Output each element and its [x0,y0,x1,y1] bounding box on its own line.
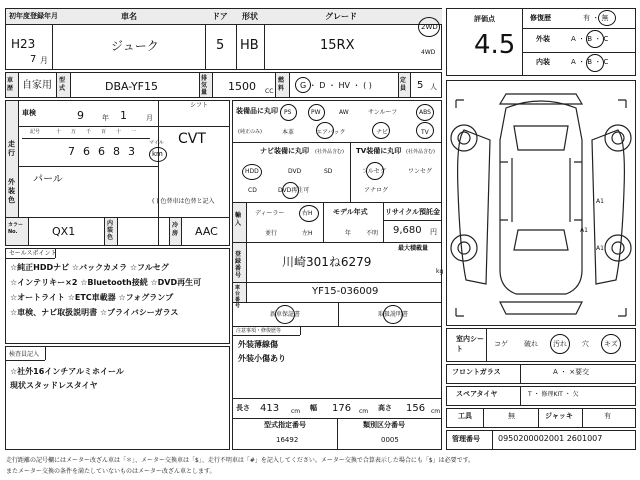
repair-none-circle [598,10,616,26]
length-label: 長さ [236,404,250,412]
digit-header: 十 [56,129,62,135]
selling-line-3: ☆オートライト ☆ETC車載器 ☆フォグランプ [10,293,174,302]
tv-analog: アナログ [364,187,389,194]
usage-label: 車歴 [7,77,14,92]
tv-oneseg: ワンセグ [408,168,433,175]
registration-number: 川崎301ね6279 [282,255,372,269]
exterior-color-label: 外装色 [8,178,15,204]
height: 156 [406,403,426,414]
travel-label: 走行 [8,140,15,157]
capacity-label: 定員 [400,77,407,92]
model-year-year: 年 [345,230,352,237]
chassis-label: 車台番号 [235,285,241,309]
month-unit: 月 [40,56,48,65]
color-note: ( ) 色替車は色替と記入 [152,198,215,205]
inspection-year: 9 [77,109,84,122]
odometer-digit: 3 [128,145,135,158]
month-unit-2: 月 [146,114,153,122]
shape: HB [240,38,259,53]
digit-header: 万 [71,129,77,135]
model-year-unknown: 不明 [366,230,379,237]
vehicle-type: DBA-YF15 [105,80,159,93]
equip-abs: ABS [419,109,431,116]
inspector-notes-label: 検査員記入 [9,351,40,358]
odometer-digit: 8 [113,145,120,158]
record-label: 記号 [30,129,41,135]
width-unit: cm [359,408,369,415]
selling-points-label: セールスポイント [9,250,57,257]
score-label: 評価点 [474,15,495,23]
digit-header: 百 [101,129,107,135]
equipment-label: 装備品に丸印 [236,107,278,115]
registration-label: 登録番号 [235,251,242,279]
shift: CVT [178,131,206,147]
drive-4wd: 4WD [421,49,436,56]
interior-seat-label: 室内シート [456,335,484,353]
damage-mark-3: A1 [596,245,604,252]
spare-tire-label: スペアタイヤ [456,390,498,398]
odometer-digit: 6 [83,145,90,158]
door: 5 [216,38,225,53]
displacement: 1500 [228,80,256,93]
exterior-grades: A ・ B ・ C [571,35,609,43]
equip-sunroof: サンルーフ [368,109,398,116]
height-label: 高さ [378,404,392,412]
import-left: 左H [302,230,313,237]
unit-km: km [152,150,163,158]
seat-tear: 破れ [524,340,538,348]
footer-line-2: またメーター交換の条件を満たしていないものはメーター改ざん車とします。 [6,468,216,475]
recycle: 9,680 [393,225,422,236]
front-glass-label: フロントガラス [452,368,501,376]
note-line-1: 外装薄線傷 [238,340,278,349]
digit-header: 千 [86,129,92,135]
exterior-color: パール [33,174,63,185]
max-load-unit: kg [436,268,444,275]
reg-year: H23 [11,37,36,51]
tools-label: 工具 [458,412,472,420]
exterior-score-label: 外装 [536,35,550,43]
equip-pw: PW [311,109,321,116]
tools-value: 無 [508,412,515,420]
footer-line-1: 走行距離の記号欄にはメーター改ざん車は「＊」、メーター交換車は「$」、走行不明車は「#」を記入してください。メーター交換で合算表示した場合にも「$」は必要です。 [6,457,475,464]
width: 176 [332,403,352,414]
seat-burn: コゲ [494,340,508,348]
fuel-label: 燃料 [278,77,285,92]
chassis: YF15-036009 [312,286,379,297]
repair-label: 修復歴 [530,14,551,22]
navi-hdd: HDD [245,168,259,175]
inspection-label: 車検 [22,109,36,117]
front-glass-options: A ・ ×要交 [553,368,590,376]
model-no-label: 型式指定番号 [264,421,306,429]
model-label: 車名 [121,12,137,21]
navi-cd: CD [248,187,257,194]
type-label: 型式 [59,77,66,92]
year-unit: 年 [102,114,109,122]
equip-tv: TV [421,129,429,136]
shape-label: 形状 [242,12,258,21]
displacement-unit: CC [265,88,274,95]
seat-scratch: キズ [604,340,618,348]
ac: AAC [195,225,218,238]
navi-sd: SD [324,168,333,175]
class-no-label: 類別区分番号 [363,421,405,429]
equip-airbag: エアバック [316,129,346,136]
import-dealer: ディーラー [255,210,285,217]
note-line-2: 外装小傷あり [238,354,286,363]
import-right: 右H [302,210,313,217]
recycle-unit: 円 [430,228,437,236]
usage: 自家用 [22,80,52,91]
fuel-options: G ・ D ・ HV ・ ( ) [300,81,372,90]
equipment-sub: (純正のみ) [238,129,262,135]
inspector-line-1: ☆社外16インチアルミホイール [10,367,124,376]
navi-dvd-play: DVD再生可 [278,187,310,194]
management-value: 0950200002001 2601007 [498,434,603,443]
warranty: 新車保証書 [270,311,301,318]
damage-mark-2: A1 [580,227,588,234]
digit-header: 一 [131,129,137,135]
notes-label: 注意事項・修復歴等 [236,328,282,334]
capacity: 5 [417,80,424,91]
equip-aw: AW [339,109,349,116]
grade-label: グレード [325,12,357,21]
length: 413 [260,403,280,414]
seat-hole: 穴 [582,340,589,348]
car-diagram-icon [446,80,636,326]
max-load-label: 最大積載量 [398,245,429,252]
interior-b-circle [586,54,604,72]
color-no: QX1 [52,225,76,238]
import-label: 輸入 [235,212,242,227]
repair-options: 有 ・ 無 [583,14,609,22]
length-unit: cm [291,408,301,415]
inspection-month: 1 [120,109,127,122]
interior-grades: A ・ B ・ C [571,58,609,66]
interior-color-label: 内装色 [107,220,114,241]
class-no: 0005 [381,436,399,444]
height-unit: cm [431,408,441,415]
damage-mark-1: A1 [596,198,604,205]
shift-label: シフト [190,102,209,109]
equip-ps: PS [284,109,292,116]
door-label: ドア [212,12,228,21]
jack-value: 有 [604,412,611,420]
ac-label: 冷房 [172,222,179,237]
width-label: 幅 [310,404,317,412]
tv-fullseg: フルセグ [362,168,386,175]
tv-label: TV装備に丸印 [356,147,402,155]
navi-dvd: DVD [288,168,302,175]
model-year-label: モデル年式 [333,208,368,216]
recycle-label: リサイクル預託金 [385,208,441,216]
model: ジューク [111,39,159,53]
navi-sub: (社外品含む) [315,149,344,155]
color-no-label: カラーNo. [8,222,24,235]
selling-line-2: ☆インテリキー×2 ☆Bluetooth接続 ☆DVD再生可 [10,278,202,287]
model-no: 16492 [276,436,299,444]
odometer-digit: 7 [68,145,75,158]
tv-sub: (社外品含む) [406,149,435,155]
management-label: 管理番号 [452,435,480,443]
equip-leather: 本革 [282,129,295,136]
seat-stain: 汚れ [553,340,567,348]
grade: 15RX [320,38,355,53]
reg-month: 7 [30,54,37,65]
score-value: 4.5 [474,30,516,60]
displacement-label: 排気量 [201,75,208,96]
reg-year-label: 初年度登録年月 [9,12,58,20]
selling-line-1: ☆純正HDDナビ ☆バックカメラ ☆フルセグ [10,263,169,272]
exterior-b-circle [586,30,604,48]
jack-label: ジャッキ [545,412,573,420]
odometer-digit: 6 [98,145,105,158]
spare-tire-options: T ・ 修理KIT ・ 欠 [528,391,579,398]
inspector-notes-block [5,346,230,450]
drive-2wd: 2WD [421,23,438,31]
navi-label: ナビ装備に丸印 [260,147,309,155]
equip-navi: ナビ [376,129,389,136]
interior-score-label: 内装 [536,58,550,66]
capacity-unit: 人 [430,83,437,91]
import-parallel: 並行 [265,230,278,237]
inspector-line-2: 現状スタッドレスタイヤ [10,381,98,390]
digit-header: 十 [116,129,122,135]
manual: 取扱説明書 [378,311,409,318]
unit-mile: マイル [149,140,164,146]
selling-line-4: ☆車検、ナビ取扱説明書 ☆プライバシーガラス [10,308,179,317]
